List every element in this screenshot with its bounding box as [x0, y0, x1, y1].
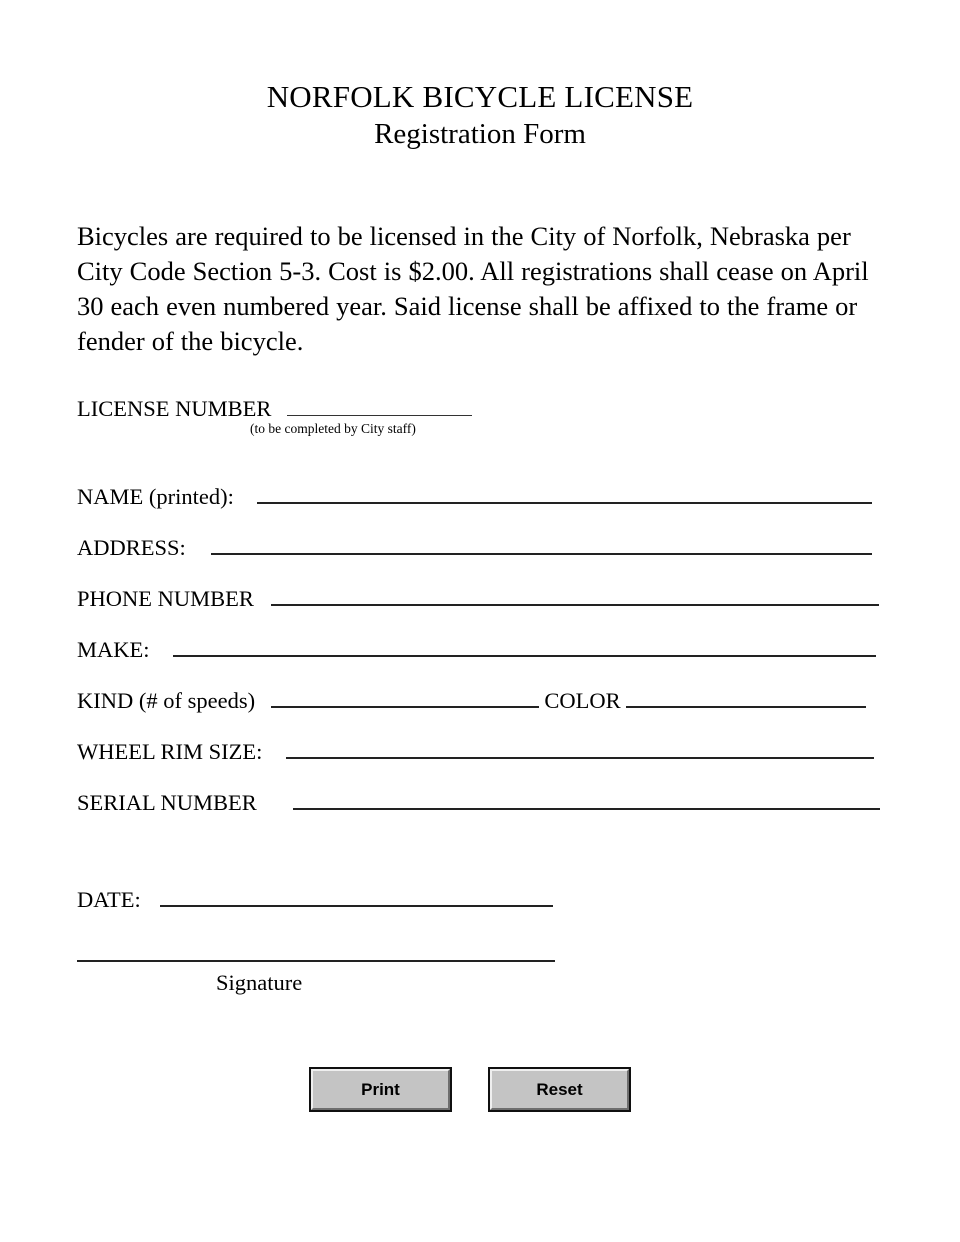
- field-row-serial-number: [77, 788, 880, 818]
- wheel-rim-size-label: WHEEL RIM SIZE:: [77, 739, 263, 764]
- name-label: NAME (printed):: [77, 484, 234, 509]
- wheel-rim-size-blank[interactable]: [286, 739, 874, 759]
- color-label: COLOR: [544, 688, 621, 713]
- color-blank[interactable]: [626, 688, 866, 708]
- serial-number-blank[interactable]: [293, 790, 880, 810]
- address-blank[interactable]: [211, 535, 872, 555]
- phone-blank[interactable]: [271, 586, 879, 606]
- address-label: ADDRESS:: [77, 535, 186, 560]
- field-row-wheel-rim-size: [77, 737, 874, 767]
- license-number-label: LICENSE NUMBER: [77, 396, 272, 421]
- name-blank[interactable]: [257, 484, 872, 504]
- serial-number-label: SERIAL NUMBER: [77, 790, 257, 815]
- signature-blank[interactable]: [77, 960, 555, 962]
- kind-label: KIND (# of speeds): [77, 688, 256, 713]
- signature-label: Signature: [216, 970, 303, 995]
- make-label: MAKE:: [77, 637, 150, 662]
- phone-label: PHONE NUMBER: [77, 586, 254, 611]
- title-secondary: Registration Form: [374, 118, 586, 150]
- make-blank[interactable]: [173, 637, 876, 657]
- date-label: DATE:: [77, 887, 141, 912]
- title-primary: NORFOLK BICYCLE LICENSE: [266, 79, 694, 114]
- intro-paragraph: Bicycles are required to be licensed in the City of Norfolk, Nebraska per City Code Section 5-3. Cost is $2.00. All registrations shall cease on April 30 each even numbered year. Said license shall be affixed to the frame or fender of the bicycle.: [77, 220, 869, 356]
- print-button[interactable]: Print: [311, 1069, 450, 1110]
- kind-blank[interactable]: [271, 688, 539, 708]
- field-row-kind-color: [77, 686, 866, 716]
- license-number-blank[interactable]: [287, 397, 472, 416]
- field-row-address: [77, 533, 872, 563]
- reset-button[interactable]: Reset: [490, 1069, 629, 1110]
- license-number-note: (to be completed by City staff): [250, 421, 416, 436]
- page-title: [0, 78, 960, 152]
- field-row-name: [77, 482, 872, 512]
- field-row-phone: [77, 584, 879, 614]
- field-row-date: [77, 885, 553, 915]
- field-row-make: [77, 635, 876, 665]
- date-blank[interactable]: [160, 887, 553, 907]
